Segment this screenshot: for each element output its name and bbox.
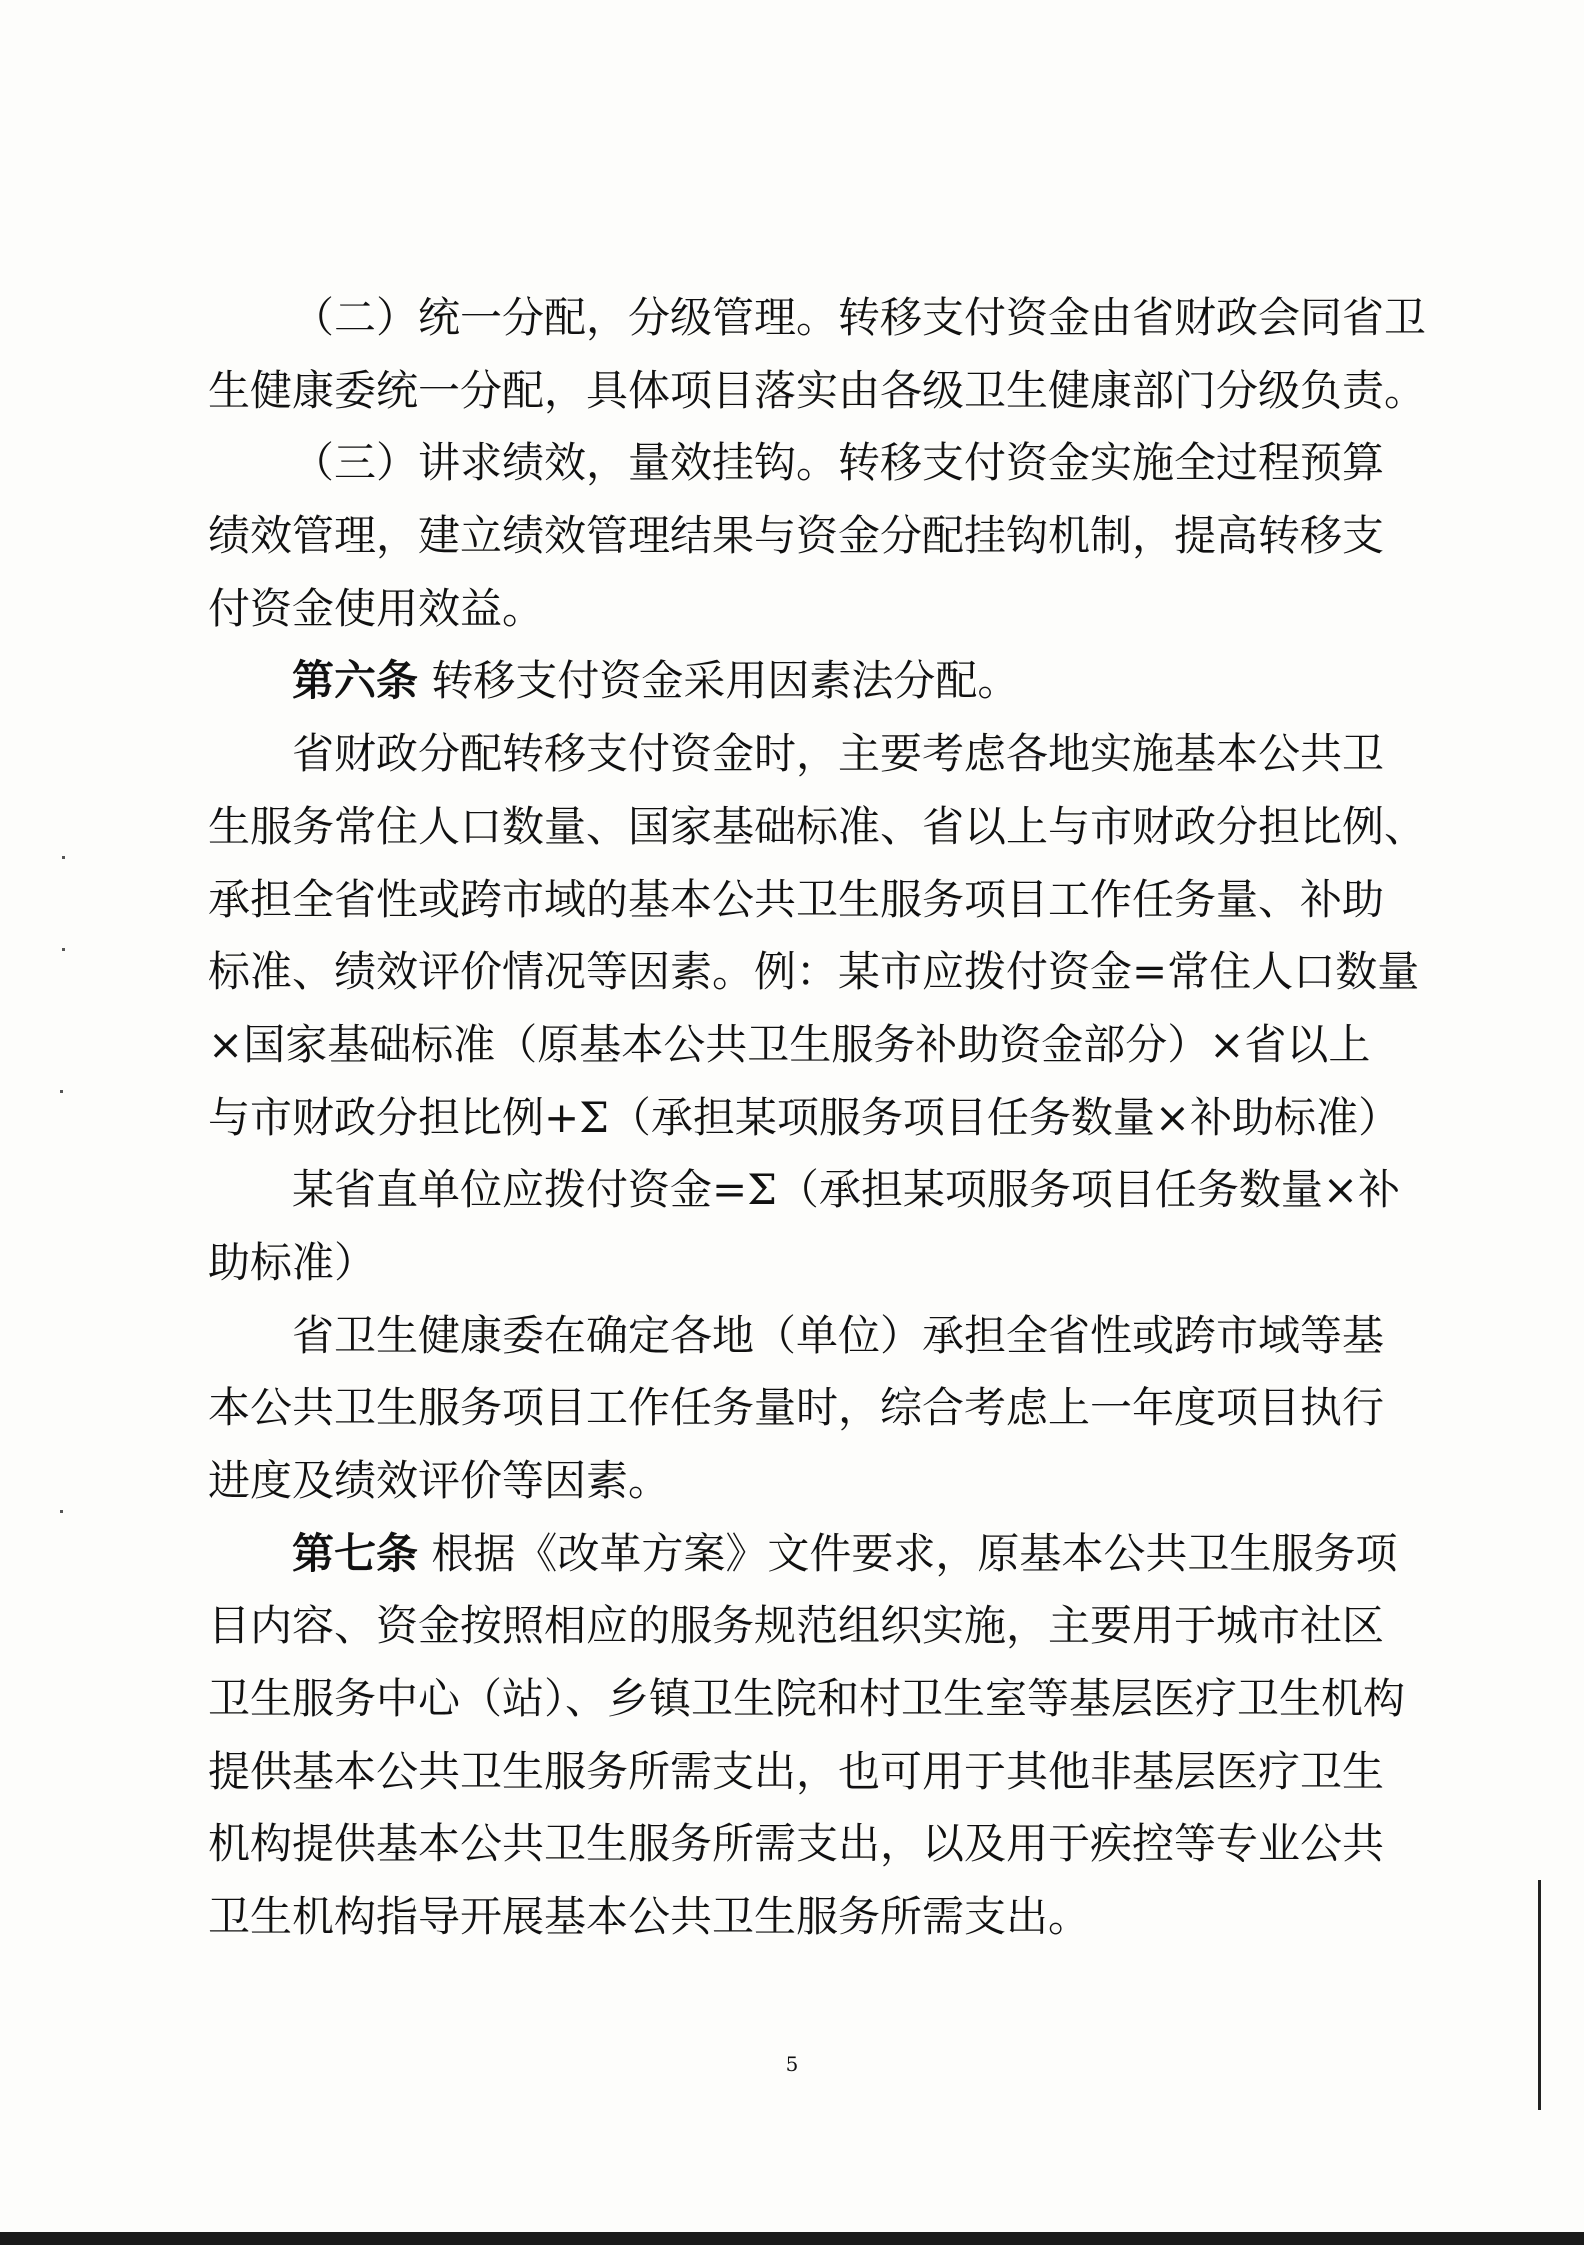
page-number: 5 (785, 2052, 799, 2076)
scan-speck (62, 948, 65, 951)
article-7-heading: 第七条 (292, 1528, 419, 1578)
scan-speck (60, 1090, 63, 1093)
article-6-para-2-line-2: 本公共卫生服务项目工作任务量时，综合考虑上一年度项目执行 (208, 1383, 1385, 1433)
article-7-text: 根据《改革方案》文件要求，原基本公共卫生服务项 (431, 1528, 1398, 1578)
scan-bottom-edge (0, 2232, 1584, 2245)
scan-edge-mark (1538, 1880, 1541, 2110)
scan-speck (62, 856, 65, 859)
article-6-para-2-line-1: 省卫生健康委在确定各地（单位）承担全省性或跨市域等基 (292, 1310, 1385, 1360)
article-7-line-6: 卫生机构指导开展基本公共卫生服务所需支出。 (208, 1892, 1091, 1942)
article-6-para-1-line-3: 承担全省性或跨市域的基本公共卫生服务项目工作任务量、补助 (208, 874, 1385, 924)
article-7-line-1 (208, 1518, 1398, 1591)
article-6-heading: 第六条 (292, 656, 419, 706)
article-7-line-3: 卫生服务中心（站）、乡镇卫生院和村卫生室等基层医疗卫生机构 (208, 1674, 1406, 1724)
article-7-line-5: 机构提供基本公共卫生服务所需支出，以及用于疾控等专业公共 (208, 1819, 1385, 1869)
paragraph-principle-3-line-2: 绩效管理，建立绩效管理结果与资金分配挂钩机制，提高转移支 (208, 511, 1385, 561)
scan-speck (60, 1510, 63, 1513)
paragraph-principle-3-line-3: 付资金使用效益。 (208, 583, 545, 633)
article-7-line-2: 目内容、资金按照相应的服务规范组织实施，主要用于城市社区 (208, 1601, 1385, 1651)
article-6-text: 转移支付资金采用因素法分配。 (431, 656, 1020, 706)
article-6-para-1-line-6: 与市财政分担比例+Σ（承担某项服务项目任务数量×补助标准） (208, 1092, 1401, 1142)
article-7-line-4: 提供基本公共卫生服务所需支出，也可用于其他非基层医疗卫生 (208, 1746, 1385, 1796)
article-6-para-1-line-4: 标准、绩效评价情况等因素。例：某市应拨付资金=常住人口数量 (208, 947, 1420, 997)
article-6-para-1-line-1: 省财政分配转移支付资金时，主要考虑各地实施基本公共卫 (292, 729, 1385, 779)
article-6-para-1-line-2: 生服务常住人口数量、国家基础标准、省以上与市财政分担比例、 (208, 801, 1427, 851)
article-6-para-1-line-5: ×国家基础标准（原基本公共卫生服务补助资金部分）×省以上 (208, 1019, 1371, 1069)
paragraph-principle-2-line-1: （二）统一分配，分级管理。转移支付资金由省财政会同省卫 (292, 293, 1427, 342)
document-body (208, 282, 1427, 1954)
article-6-formula-line-2: 助标准） (208, 1237, 377, 1287)
article-6-para-2-line-3: 进度及绩效评价等因素。 (208, 1456, 671, 1505)
paragraph-principle-3-line-1: （三）讲求绩效，量效挂钩。转移支付资金实施全过程预算 (292, 438, 1385, 488)
article-6-line-1 (208, 645, 1360, 718)
article-6-formula-line-1: 某省直单位应拨付资金=Σ（承担某项服务项目任务数量×补 (292, 1165, 1401, 1215)
paragraph-principle-2-line-2: 生健康委统一分配，具体项目落实由各级卫生健康部门分级负责。 (208, 365, 1427, 415)
